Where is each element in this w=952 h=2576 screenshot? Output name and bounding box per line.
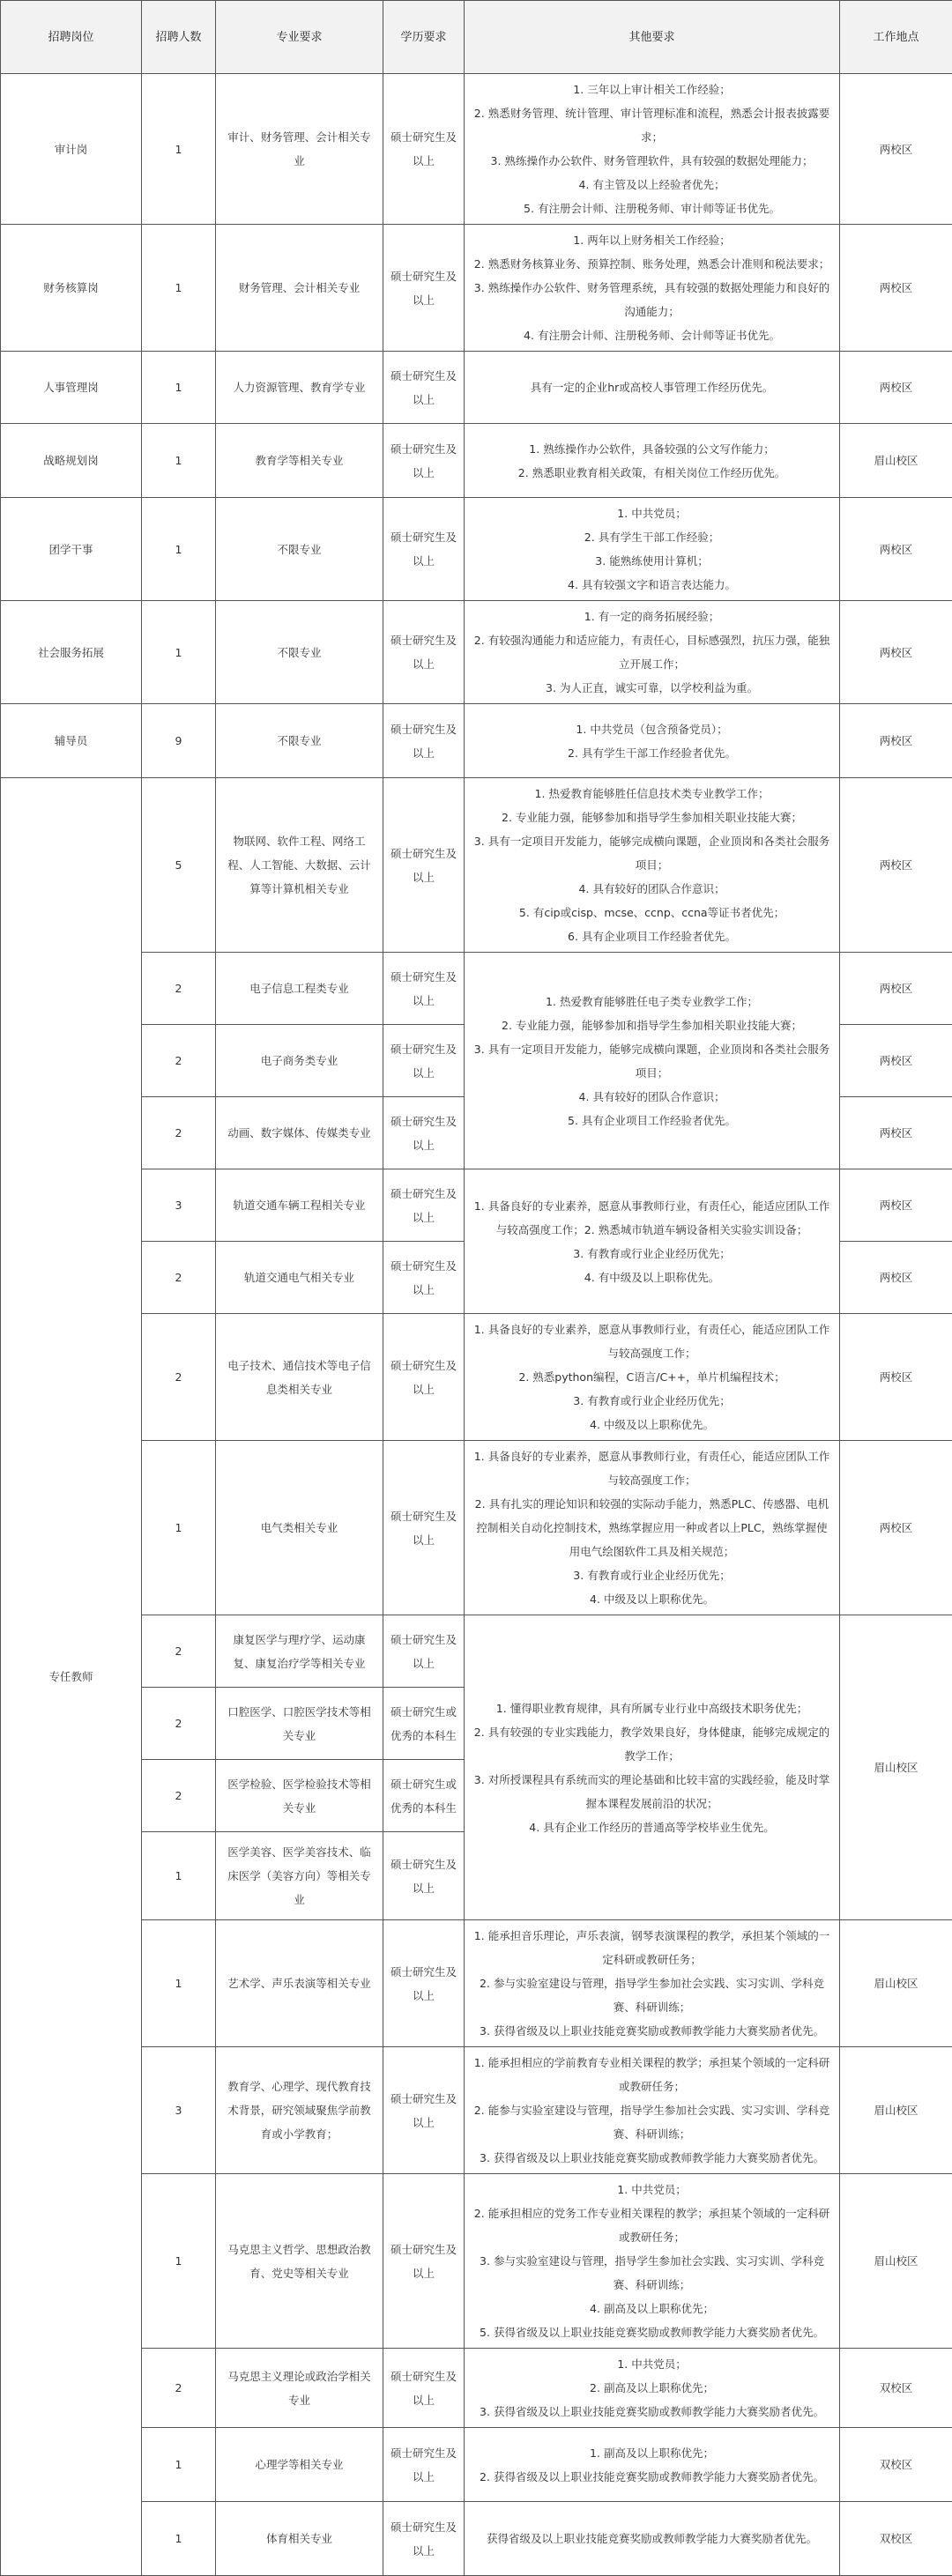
location-cell: 眉山校区: [840, 2047, 952, 2174]
requirement-line: 3. 获得省级及以上职业技能竞赛奖励或教师教学能力大赛奖励者优先。: [472, 2146, 832, 2170]
requirement-line: 1. 具备良好的专业素养，愿意从事教师行业，有责任心，能适应团队工作与较高强度工作；: [472, 1444, 832, 1492]
requirement-line: 3. 为人正直，诚实可靠，以学校利益为重。: [472, 676, 832, 700]
count-cell: 1: [142, 1920, 216, 2047]
requirements-cell: [465, 953, 840, 1169]
header-row: [1, 1, 952, 74]
requirement-line: 4. 副高及以上职称优先；: [472, 2297, 832, 2320]
requirement-line: 1. 热爱教育能够胜任电子类专业教学工作；: [472, 990, 832, 1013]
location-cell: 双校区: [840, 2349, 952, 2428]
requirements-cell: [465, 1314, 840, 1441]
requirement-line: 3. 有教育或行业企业经历优先；: [472, 1389, 832, 1413]
table-row: [1, 225, 952, 352]
major-cell: 人力资源管理、教育学专业: [216, 352, 383, 424]
header-location: 工作地点: [840, 1, 952, 74]
requirement-line: 1. 热爱教育能够胜任信息技术类专业教学工作；: [472, 782, 832, 805]
requirements-cell: [465, 1615, 840, 1920]
requirement-line: 5. 获得省级及以上职业技能竞赛奖励或教师教学能力大赛奖励者优先。: [472, 2320, 832, 2344]
location-cell: 两校区: [840, 225, 952, 352]
count-cell: 2: [142, 1615, 216, 1688]
major-cell: 电子技术、通信技术等电子信息类相关专业: [216, 1314, 383, 1441]
position-cell: 专任教师: [1, 778, 142, 2576]
header-position: 招聘岗位: [1, 1, 142, 74]
count-cell: 1: [142, 2502, 216, 2576]
requirement-line: 4. 有主管及以上经验者优先；: [472, 173, 832, 197]
requirement-line: 3. 具有一定项目开发能力，能够完成横向课题，企业顶岗和各类社会服务项目；: [472, 829, 832, 877]
requirement-line: 2. 具有较强的专业实践能力，教学效果良好，身体健康，能够完成规定的教学工作；: [472, 1720, 832, 1768]
requirement-line: 3. 对所授课程具有系统而实的理论基础和比较丰富的实践经验，能及时掌握本课程发展前沿的状况；: [472, 1768, 832, 1815]
requirement-line: 2. 参与实验室建设与管理，指导学生参加社会实践、实习实训、学科竞赛、科研训练；: [472, 1971, 832, 2019]
count-cell: 2: [142, 1097, 216, 1169]
requirement-line: 4. 中级及以上职称优先。: [472, 1587, 832, 1611]
table-row: [1, 2047, 952, 2174]
requirements-cell: [465, 2502, 840, 2576]
requirements-cell: [465, 74, 840, 225]
requirement-line: 5. 具有企业项目工作经验者优先。: [472, 1109, 832, 1132]
requirement-line: 5. 有注册会计师、注册税务师、审计师等证书优先。: [472, 197, 832, 220]
requirement-line: 2. 具有学生干部工作经验；: [472, 525, 832, 549]
count-cell: 1: [142, 498, 216, 601]
requirement-line: 2. 能参与实验室建设与管理，指导学生参加社会实践、实习实训、学科竞赛、科研训练；: [472, 2098, 832, 2146]
requirement-line: 1. 中共党员；: [472, 2352, 832, 2376]
education-cell: 硕士研究生及以上: [383, 2047, 465, 2174]
position-cell: 审计岗: [1, 74, 142, 225]
education-cell: 硕士研究生及以上: [383, 704, 465, 778]
major-cell: 医学检验、医学检验技术等相关专业: [216, 1760, 383, 1832]
count-cell: 1: [142, 601, 216, 704]
major-cell: 财务管理、会计相关专业: [216, 225, 383, 352]
count-cell: 2: [142, 1688, 216, 1760]
requirements-cell: [465, 2428, 840, 2502]
major-cell: 教育学、心理学、现代教育技术背景，研究领域聚焦学前教育或小学教育；: [216, 2047, 383, 2174]
education-cell: 硕士研究生及以上: [383, 953, 465, 1025]
table-row: [1, 352, 952, 424]
requirement-line: 1. 三年以上审计相关工作经验；: [472, 78, 832, 101]
requirement-line: 2. 专业能力强，能够参加和指导学生参加相关职业技能大赛；: [472, 1013, 832, 1037]
requirements-cell: [465, 704, 840, 778]
requirement-line: 3. 获得省级及以上职业技能竞赛奖励或教师教学能力大赛奖励者优先。: [472, 2019, 832, 2043]
table-row: [1, 953, 952, 1025]
count-cell: 1: [142, 225, 216, 352]
requirement-line: 1. 两年以上财务相关工作经验；: [472, 228, 832, 252]
requirements-cell: [465, 1169, 840, 1314]
location-cell: 两校区: [840, 352, 952, 424]
requirement-line: 3. 有教育或行业企业经历优先；: [472, 1242, 832, 1266]
education-cell: 硕士研究生及以上: [383, 2502, 465, 2576]
requirement-line: 1. 中共党员（包含预备党员）；: [472, 717, 832, 741]
requirement-line: 2. 专业能力强，能够参加和指导学生参加相关职业技能大赛；: [472, 805, 832, 829]
location-cell: 两校区: [840, 1025, 952, 1097]
requirement-line: 1. 中共党员；: [472, 501, 832, 525]
count-cell: 3: [142, 1169, 216, 1242]
education-cell: 硕士研究生及以上: [383, 2428, 465, 2502]
location-cell: 两校区: [840, 1097, 952, 1169]
education-cell: 硕士研究生或优秀的本科生: [383, 1760, 465, 1832]
education-cell: 硕士研究生及以上: [383, 2349, 465, 2428]
major-cell: 物联网、软件工程、网络工程、人工智能、大数据、云计算等计算机相关专业: [216, 778, 383, 953]
major-cell: 审计、财务管理、会计相关专业: [216, 74, 383, 225]
location-cell: 两校区: [840, 74, 952, 225]
requirements-cell: [465, 778, 840, 953]
requirement-line: 3. 参与实验室建设与管理，指导学生参加社会实践、实习实训、学科竞赛、科研训练；: [472, 2249, 832, 2297]
count-cell: 2: [142, 1760, 216, 1832]
count-cell: 2: [142, 953, 216, 1025]
requirement-line: 4. 有注册会计师、注册税务师、会计师等证书优先。: [472, 323, 832, 347]
location-cell: 双校区: [840, 2428, 952, 2502]
requirement-line: 1. 熟练操作办公软件，具备较强的公文写作能力；: [472, 437, 832, 461]
count-cell: 1: [142, 74, 216, 225]
count-cell: 1: [142, 2174, 216, 2349]
requirement-line: 1. 副高及以上职称优先；: [472, 2441, 832, 2465]
major-cell: 马克思主义理论或政治学相关专业: [216, 2349, 383, 2428]
requirement-line: 4. 具有较好的团队合作意识；: [472, 1085, 832, 1109]
table-row: [1, 2349, 952, 2428]
requirement-line: 获得省级及以上职业技能竞赛奖励或教师教学能力大赛奖励者优先。: [472, 2527, 832, 2550]
major-cell: 电子信息工程类专业: [216, 953, 383, 1025]
count-cell: 3: [142, 2047, 216, 2174]
requirement-line: 2. 具有扎实的理论知识和较强的实际动手能力，熟悉PLC、传感器、电机控制相关自动化控制技术，熟练掌握应用一种或者以上PLC，熟练掌握使用电气绘图软件工具及相关规范；: [472, 1492, 832, 1563]
education-cell: 硕士研究生及以上: [383, 1832, 465, 1920]
education-cell: 硕士研究生及以上: [383, 1441, 465, 1615]
requirement-line: 1. 懂得职业教育规律，具有所属专业行业中高级技术职务优先；: [472, 1696, 832, 1720]
education-cell: 硕士研究生及以上: [383, 424, 465, 498]
major-cell: 艺术学、声乐表演等相关专业: [216, 1920, 383, 2047]
table-row: [1, 2502, 952, 2576]
requirement-line: 4. 具有较好的团队合作意识；: [472, 877, 832, 901]
major-cell: 电气类相关专业: [216, 1441, 383, 1615]
education-cell: 硕士研究生或优秀的本科生: [383, 1688, 465, 1760]
requirement-line: 3. 具有一定项目开发能力，能够完成横向课题，企业顶岗和各类社会服务项目；: [472, 1037, 832, 1085]
major-cell: 轨道交通电气相关专业: [216, 1242, 383, 1314]
requirement-line: 1. 中共党员；: [472, 2178, 832, 2201]
requirement-line: 2. 熟悉财务核算业务、预算控制、账务处理，熟悉会计准则和税法要求；: [472, 252, 832, 276]
location-cell: 眉山校区: [840, 424, 952, 498]
requirements-cell: [465, 1441, 840, 1615]
requirements-cell: [465, 2349, 840, 2428]
location-cell: 双校区: [840, 2502, 952, 2576]
requirements-cell: [465, 424, 840, 498]
position-cell: 财务核算岗: [1, 225, 142, 352]
location-cell: 眉山校区: [840, 2174, 952, 2349]
requirements-cell: [465, 225, 840, 352]
requirement-line: 4. 有中级及以上职称优先。: [472, 1266, 832, 1289]
count-cell: 1: [142, 1832, 216, 1920]
position-cell: 辅导员: [1, 704, 142, 778]
requirement-line: 3. 获得省级及以上职业技能竞赛奖励或教师教学能力大赛奖励者优先。: [472, 2400, 832, 2424]
table-row: [1, 1615, 952, 1688]
table-row: [1, 2174, 952, 2349]
table-row: [1, 778, 952, 953]
header-other-requirements: 其他要求: [465, 1, 840, 74]
location-cell: 两校区: [840, 601, 952, 704]
education-cell: 硕士研究生及以上: [383, 1314, 465, 1441]
major-cell: 口腔医学、口腔医学技术等相关专业: [216, 1688, 383, 1760]
requirement-line: 2. 熟悉财务管理、统计管理、审计管理标准和流程，熟悉会计报表披露要求；: [472, 101, 832, 149]
requirements-cell: [465, 498, 840, 601]
count-cell: 1: [142, 1441, 216, 1615]
count-cell: 1: [142, 2428, 216, 2502]
requirement-line: 3. 熟练操作办公软件、财务管理系统，具有较强的数据处理能力和良好的沟通能力；: [472, 276, 832, 323]
major-cell: 不限专业: [216, 601, 383, 704]
table-row: [1, 1441, 952, 1615]
requirement-line: 2. 能承担相应的党务工作专业相关课程的教学；承担某个领域的一定科研或教研任务；: [472, 2201, 832, 2249]
count-cell: 1: [142, 424, 216, 498]
location-cell: 两校区: [840, 1242, 952, 1314]
major-cell: 体育相关专业: [216, 2502, 383, 2576]
requirement-line: 4. 中级及以上职称优先。: [472, 1413, 832, 1436]
education-cell: 硕士研究生及以上: [383, 1097, 465, 1169]
requirement-line: 2. 有较强沟通能力和适应能力，有责任心，目标感强烈，抗压力强，能独立开展工作；: [472, 628, 832, 676]
requirement-line: 2. 副高及以上职称优先；: [472, 2376, 832, 2400]
table-row: [1, 1314, 952, 1441]
education-cell: 硕士研究生及以上: [383, 1169, 465, 1242]
requirements-cell: [465, 601, 840, 704]
education-cell: 硕士研究生及以上: [383, 1025, 465, 1097]
requirement-line: 3. 有教育或行业企业经历优先；: [472, 1563, 832, 1587]
count-cell: 2: [142, 1242, 216, 1314]
major-cell: 不限专业: [216, 704, 383, 778]
major-cell: 不限专业: [216, 498, 383, 601]
requirement-line: 1. 具备良好的专业素养，愿意从事教师行业，有责任心，能适应团队工作与较高强度工作；: [472, 1318, 832, 1365]
location-cell: 两校区: [840, 778, 952, 953]
major-cell: 教育学等相关专业: [216, 424, 383, 498]
requirement-line: 1. 有一定的商务拓展经验；: [472, 605, 832, 628]
location-cell: 两校区: [840, 1441, 952, 1615]
table-row: [1, 2428, 952, 2502]
position-cell: 社会服务拓展: [1, 601, 142, 704]
education-cell: 硕士研究生及以上: [383, 1242, 465, 1314]
table-row: [1, 704, 952, 778]
table-row: [1, 498, 952, 601]
count-cell: 1: [142, 352, 216, 424]
major-cell: 电子商务类专业: [216, 1025, 383, 1097]
requirements-cell: [465, 2174, 840, 2349]
location-cell: 两校区: [840, 1169, 952, 1242]
count-cell: 9: [142, 704, 216, 778]
major-cell: 马克思主义哲学、思想政治教育、党史等相关专业: [216, 2174, 383, 2349]
education-cell: 硕士研究生及以上: [383, 498, 465, 601]
education-cell: 硕士研究生及以上: [383, 1920, 465, 2047]
requirement-line: 2. 熟悉python编程，C语言/C++，单片机编程技术；: [472, 1365, 832, 1389]
major-cell: 心理学等相关专业: [216, 2428, 383, 2502]
location-cell: 两校区: [840, 704, 952, 778]
location-cell: 眉山校区: [840, 1920, 952, 2047]
requirements-cell: [465, 2047, 840, 2174]
major-cell: 康复医学与理疗学、运动康复、康复治疗学等相关专业: [216, 1615, 383, 1688]
table-row: [1, 74, 952, 225]
education-cell: 硕士研究生及以上: [383, 2174, 465, 2349]
requirement-line: 具有一定的企业hr或高校人事管理工作经历优先。: [472, 375, 832, 399]
header-education: 学历要求: [383, 1, 465, 74]
location-cell: 两校区: [840, 498, 952, 601]
location-cell: 两校区: [840, 953, 952, 1025]
requirement-line: 2. 具有学生干部工作经验者优先。: [472, 741, 832, 765]
requirement-line: 3. 能熟练使用计算机；: [472, 549, 832, 573]
location-cell: 眉山校区: [840, 1615, 952, 1920]
requirement-line: 5. 有cip或cisp、mcse、ccnp、ccna等证书者优先；: [472, 901, 832, 924]
requirement-line: 4. 具有企业工作经历的普通高等学校毕业生优先。: [472, 1815, 832, 1839]
position-cell: 团学干事: [1, 498, 142, 601]
count-cell: 5: [142, 778, 216, 953]
education-cell: 硕士研究生及以上: [383, 1615, 465, 1688]
major-cell: 医学美容、医学美容技术、临床医学（美容方向）等相关专业: [216, 1832, 383, 1920]
header-major: 专业要求: [216, 1, 383, 74]
requirement-line: 1. 能承担相应的学前教育专业相关课程的教学；承担某个领域的一定科研或教研任务；: [472, 2051, 832, 2098]
requirement-line: 1. 具备良好的专业素养，愿意从事教师行业，有责任心，能适应团队工作与较高强度工作；2. 熟悉城市轨道车辆设备相关实验实训设备；: [472, 1194, 832, 1242]
requirements-cell: [465, 352, 840, 424]
education-cell: 硕士研究生及以上: [383, 352, 465, 424]
location-cell: 两校区: [840, 1314, 952, 1441]
header-count: 招聘人数: [142, 1, 216, 74]
requirement-line: 6. 具有企业项目工作经验者优先。: [472, 924, 832, 948]
requirement-line: 2. 获得省级及以上职业技能竞赛奖励或教师教学能力大赛奖励者优先。: [472, 2465, 832, 2489]
requirement-line: 3. 熟练操作办公软件、财务管理软件，具有较强的数据处理能力；: [472, 149, 832, 173]
count-cell: 2: [142, 1314, 216, 1441]
table-row: [1, 601, 952, 704]
major-cell: 动画、数字媒体、传媒类专业: [216, 1097, 383, 1169]
education-cell: 硕士研究生及以上: [383, 225, 465, 352]
requirements-cell: [465, 1920, 840, 2047]
count-cell: 2: [142, 2349, 216, 2428]
table-row: [1, 424, 952, 498]
major-cell: 轨道交通车辆工程相关专业: [216, 1169, 383, 1242]
table-row: [1, 1920, 952, 2047]
requirement-line: 2. 熟悉职业教育相关政策，有相关岗位工作经历优先。: [472, 461, 832, 485]
position-cell: 人事管理岗: [1, 352, 142, 424]
requirement-line: 1. 能承担音乐理论，声乐表演，钢琴表演课程的教学，承担某个领域的一定科研或教研任务；: [472, 1924, 832, 1971]
table-row: [1, 1169, 952, 1242]
count-cell: 2: [142, 1025, 216, 1097]
position-cell: 战略规划岗: [1, 424, 142, 498]
education-cell: 硕士研究生及以上: [383, 74, 465, 225]
education-cell: 硕士研究生及以上: [383, 601, 465, 704]
education-cell: 硕士研究生及以上: [383, 778, 465, 953]
requirement-line: 4. 具有较强文字和语言表达能力。: [472, 573, 832, 597]
